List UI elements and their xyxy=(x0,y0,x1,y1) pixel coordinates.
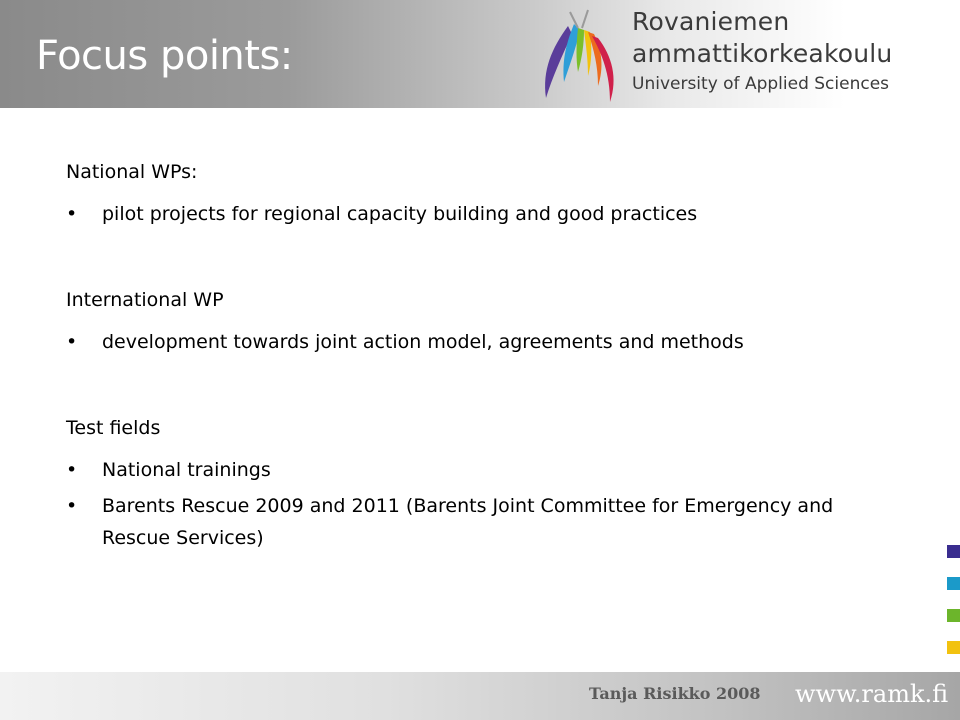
section-heading-test-fields: Test fields xyxy=(66,417,161,439)
footer-author: Tanja Risikko 2008 xyxy=(589,684,761,703)
logo-petal-green xyxy=(577,28,585,72)
bullet-dot: • xyxy=(66,495,78,517)
bullet-item xyxy=(66,490,906,554)
bullet-dot: • xyxy=(66,459,78,481)
bullet-text: National trainings xyxy=(102,459,271,481)
title-bar xyxy=(0,0,960,108)
footer-bar xyxy=(0,672,960,720)
logo-line-3: University of Applied Sciences xyxy=(632,74,890,94)
bullet-dot: • xyxy=(66,331,78,353)
color-square-yellow xyxy=(947,641,960,654)
color-square-blue xyxy=(947,577,960,590)
bullet-item xyxy=(66,198,906,230)
section-heading-national: National WPs: xyxy=(66,161,198,183)
color-square-purple xyxy=(947,545,960,558)
bullet-item xyxy=(66,326,906,358)
logo-line-1: Rovaniemen xyxy=(632,7,790,36)
logo-wordmark xyxy=(632,6,892,97)
color-square-green xyxy=(947,609,960,622)
section-heading-international: International WP xyxy=(66,289,224,311)
ramk-logo-icon xyxy=(538,8,622,106)
logo-spark-lines xyxy=(570,10,588,28)
bullet-item xyxy=(66,454,906,486)
bullet-text: development towards joint action model, agreements and methods xyxy=(102,331,744,353)
slide-body xyxy=(66,158,906,554)
bullet-text: Barents Rescue 2009 and 2011 (Barents Joint Committee for Emergency and Rescue Services) xyxy=(102,495,834,549)
bullet-text: pilot projects for regional capacity building and good practices xyxy=(102,203,698,225)
footer-url-link[interactable]: www.ramk.fi xyxy=(795,680,949,708)
logo-line-2: ammattikorkeakoulu xyxy=(632,39,893,68)
bullet-dot: • xyxy=(66,203,78,225)
slide-title: Focus points: xyxy=(36,33,293,79)
